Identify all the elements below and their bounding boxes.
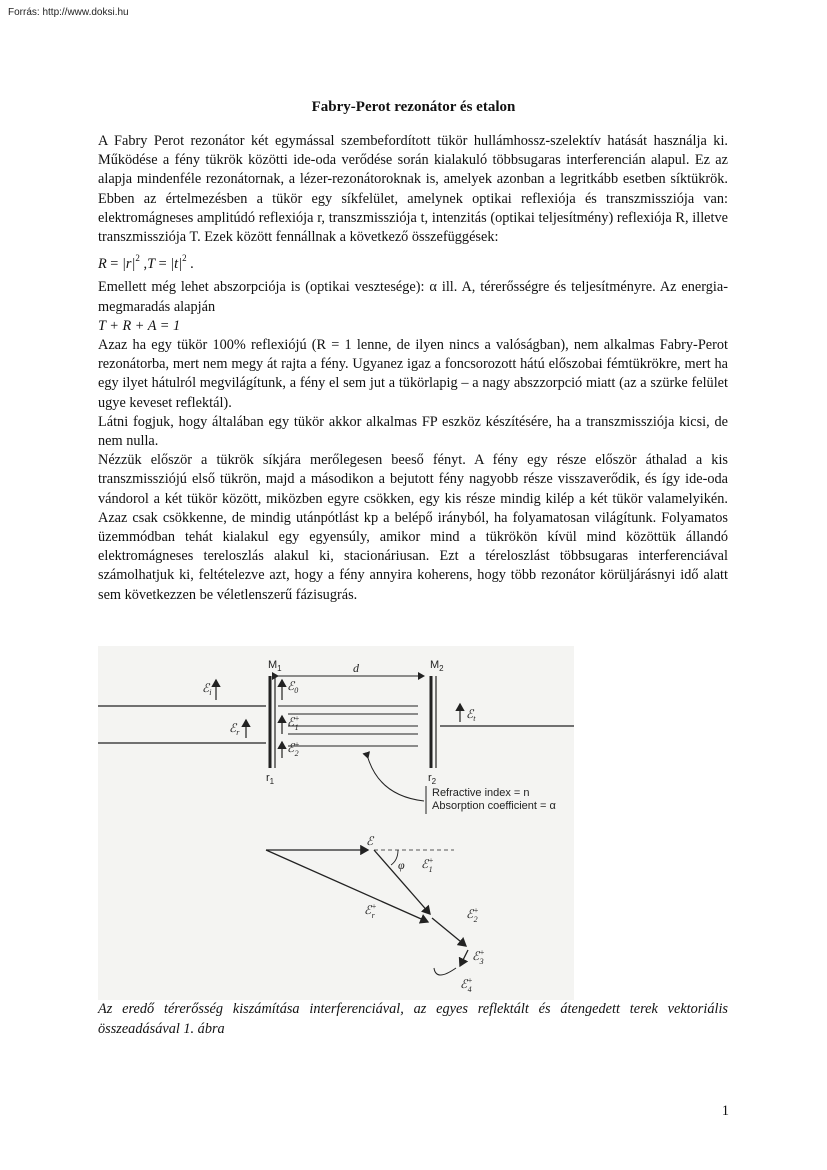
index-pointer — [368, 758, 424, 801]
paragraph-4: Látni fogjuk, hogy általában egy tükör akkor alkalmas FP eszköz készítésére, ha a transzmissziója kicsi, de nem nulla. — [98, 413, 728, 450]
paragraph-3: Azaz ha egy tükör 100% reflexiójú (R = 1 lenne, de ilyen nincs a valóságban), nem alkalmas Fabry-Perot rezonátorba, mert nem megy át rajta a fény. Ugyanez igaz a foncsorozott hátú előszobai fémtükrökre, mert ha egy ilyet hátulról megvilágítunk, a fény el sem jut a tükörlapig – a nagy abszzorpció miatt (az a szürke felület ugye keveset reflektál). — [98, 337, 728, 411]
label-refractive-index: Refractive index = n — [432, 787, 530, 799]
source-line: Forrás: http://www.doksi.hu — [8, 7, 129, 18]
phasor-e-2 — [432, 918, 466, 946]
phasor-e-3 — [460, 950, 468, 966]
page-number: 1 — [721, 1103, 729, 1119]
label-phasor-e4: ℰ+ 4 — [460, 976, 473, 994]
page-title: Fabry-Perot rezonátor és etalon — [311, 99, 516, 115]
phasor-e-4 — [434, 968, 456, 975]
label-e-2-plus: ℰ+ 2 — [287, 740, 300, 758]
label-e-0: ℰ$_0$ — [287, 679, 299, 695]
body-text — [98, 132, 728, 605]
figure-diagram — [98, 646, 574, 1000]
label-e-incident: ℰ$_i$ — [202, 681, 212, 697]
label-e-1-plus: ℰ+ 1 — [287, 714, 300, 732]
label-m1: $M_1$ — [268, 659, 282, 673]
label-d: d — [353, 661, 359, 675]
paragraph-1: A Fabry Perot rezonátor két egymással szembefordított tükör hullámhossz-szelektív hatását használja ki. Működése a fény tükrök közötti ide-oda verődése során kialakuló többsugaras interferencián alapul. Ez az alapja mindenféle rezonátornak, a lézer-rezonátoroknak is, amelyek azonban a legritkább esetben síktükrök. Ebben az értelmezésben a tükör egy síkfelület, amelynek optikai reflexiója és transzmissziója van: elektromágneses amplitúdó reflexiója r, transzmissziója t, intenzitás (optikai teljesítmény) reflexiója R, illetve transzmissziója T. Ezek között fennállnak a következő összefüggések: — [98, 133, 728, 246]
label-phasor-e1: ℰ+ 1 — [421, 856, 434, 874]
label-phasor-e3: ℰ+ 3 — [472, 948, 485, 966]
paragraph-2: Emellett még lehet abszorpciója is (optikai vesztesége): α ill. A, térerősségre és teljesítményre. Az energia-megmaradás alapján — [98, 279, 728, 315]
equation-2: T + R + A = 1 — [98, 317, 181, 334]
label-phi: φ — [398, 858, 405, 872]
label-m2: $M_2$ — [430, 659, 444, 673]
paragraph-5: Nézzük először a tükrök síkjára merőlegesen beeső fényt. A fény egy része először áthalad a kis transzmissziójú első tükrön, majd a másodikon a bejutott fény nagyobb része visszaverődik, és így ide-oda vándorol a két tükör között, miközben egyre csökken, egy kis része mindig kilép a két tükör valamelyikén. Azaz csak csökkenne, de mindig utánpótlást kp a belépő irányból, ha folyamatosan világítunk. Folyamatos üzemmódban tehát kialakul egy egyensúly, amikor mind a tükrökön kívül mind közöttük állandó elektromágneses tereloszlás alakul ki, stacionáriusan. Ezt a téreloszlást többsugaras interferenciával számolhatjuk ki, feltételezve azt, hogy a fény annyira koherens, hogy több rezonátor körüljárásnyi idő alatt sem következzen be véletlenszerű fázisugrás. — [98, 452, 728, 603]
label-e-t: ℰ$_t$ — [466, 707, 476, 723]
figure-caption: Az eredő térerősség kiszámítása interferenciával, az egyes reflektált és átengedett terek vektoriális összeadásával 1. ábra — [98, 1001, 728, 1037]
fabry-perot-figure — [98, 646, 574, 1000]
label-phasor-er: ℰ+ r — [364, 902, 377, 920]
label-phasor-e: ℰ — [366, 834, 374, 848]
label-e-reflected: ℰ$_r$ — [229, 721, 240, 737]
label-absorption: Absorption coefficient = α — [432, 800, 556, 812]
equation-1: $R = |r|^2$ $,T = |t|^2$ . — [98, 253, 194, 273]
label-r1: $r_1$ — [266, 772, 275, 786]
label-phasor-e2: ℰ+ 2 — [466, 906, 479, 924]
label-r2: $r_2$ — [428, 772, 437, 786]
